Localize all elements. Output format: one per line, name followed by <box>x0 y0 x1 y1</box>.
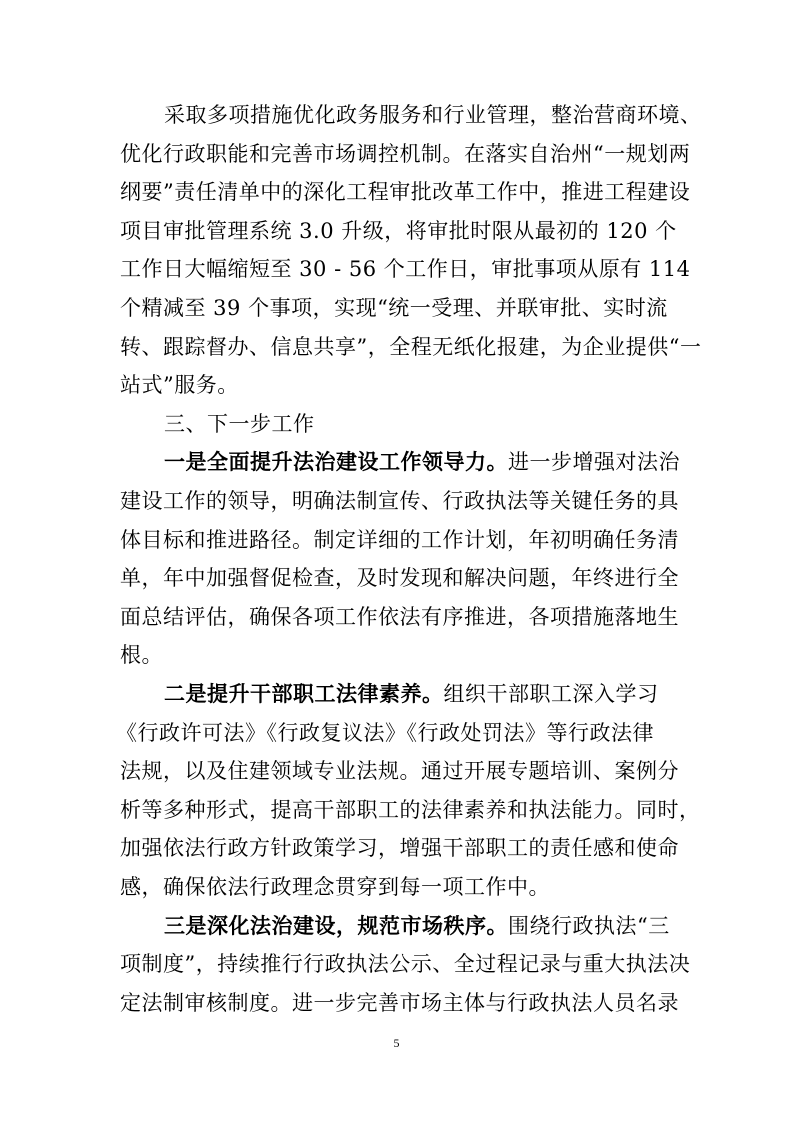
line-12: 单，年中加强督促检查，及时发现和解决问题，年终进行全 <box>120 566 679 591</box>
paragraph-2-lead-rest: 组织干部职工深入学习 <box>443 682 659 706</box>
line-11: 体目标和推进路径。制定详细的工作计划，年初明确任务清 <box>120 527 679 552</box>
line-13: 面总结评估，确保各项工作依法有序推进，各项措施落地生 <box>120 604 679 629</box>
line-5: 个精减至 39 个事项，实现“统一受理、并联审批、实时流 <box>120 296 668 320</box>
line-23: 定法制审核制度。进一步完善市场主体与行政执法人员名录 <box>120 990 679 1015</box>
line-4: 工作日大幅缩短至 30 - 56 个工作日，审批事项从原有 114 <box>120 257 691 282</box>
paragraph-2-lead: 二是提升干部职工法律素养。 <box>164 682 444 706</box>
line-1: 优化行政职能和完善市场调控机制。在落实自治州“一规划两 <box>120 141 691 166</box>
paragraph-3-lead-rest: 围绕行政执法“三 <box>508 913 670 938</box>
line-19: 加强依法行政方针政策学习，增强干部职工的责任感和使命 <box>120 836 679 861</box>
line-20: 感，确保依法行政理念贯穿到每一项工作中。 <box>120 875 550 899</box>
line-3: 项目审批管理系统 3.0 升级，将审批时限从最初的 120 个 <box>120 218 677 243</box>
line-0: 采取多项措施优化政务服务和行业管理，整治营商环境、 <box>164 103 702 127</box>
page-number: 5 <box>393 1036 400 1051</box>
line-17: 法规，以及住建领域专业法规。通过开展专题培训、案例分 <box>120 759 679 784</box>
line-18: 析等多种形式，提高干部职工的法律素养和执法能力。同时， <box>120 797 701 822</box>
line-10: 建设工作的领导，明确法制宣传、行政执法等关键任务的具 <box>120 489 679 513</box>
paragraph-2-first-line <box>0 675 793 713</box>
line-22: 项制度”，持续推行行政执法公示、全过程记录与重大执法决 <box>120 952 691 977</box>
section-heading: 三、下一步工作 <box>164 411 315 436</box>
line-2: 纲要”责任清单中的深化工程审批改革工作中，推进工程建设 <box>120 180 691 205</box>
paragraph-1-first-line <box>0 443 793 481</box>
line-7: 站式”服务。 <box>120 373 239 398</box>
paragraph-1-lead-rest: 进一步增强对法治 <box>508 450 680 475</box>
line-14: 根。 <box>120 643 163 668</box>
paragraph-3-first-line <box>0 907 793 945</box>
line-6: 转、跟踪督办、信息共享”，全程无纸化报建，为企业提供“一 <box>120 334 702 359</box>
line-16: 《行政许可法》《行政复议法》《行政处罚法》等行政法律 <box>116 720 654 745</box>
paragraph-1-lead: 一是全面提升法治建设工作领导力。 <box>164 450 508 475</box>
paragraph-3-lead: 三是深化法治建设，规范市场秩序。 <box>164 913 508 938</box>
